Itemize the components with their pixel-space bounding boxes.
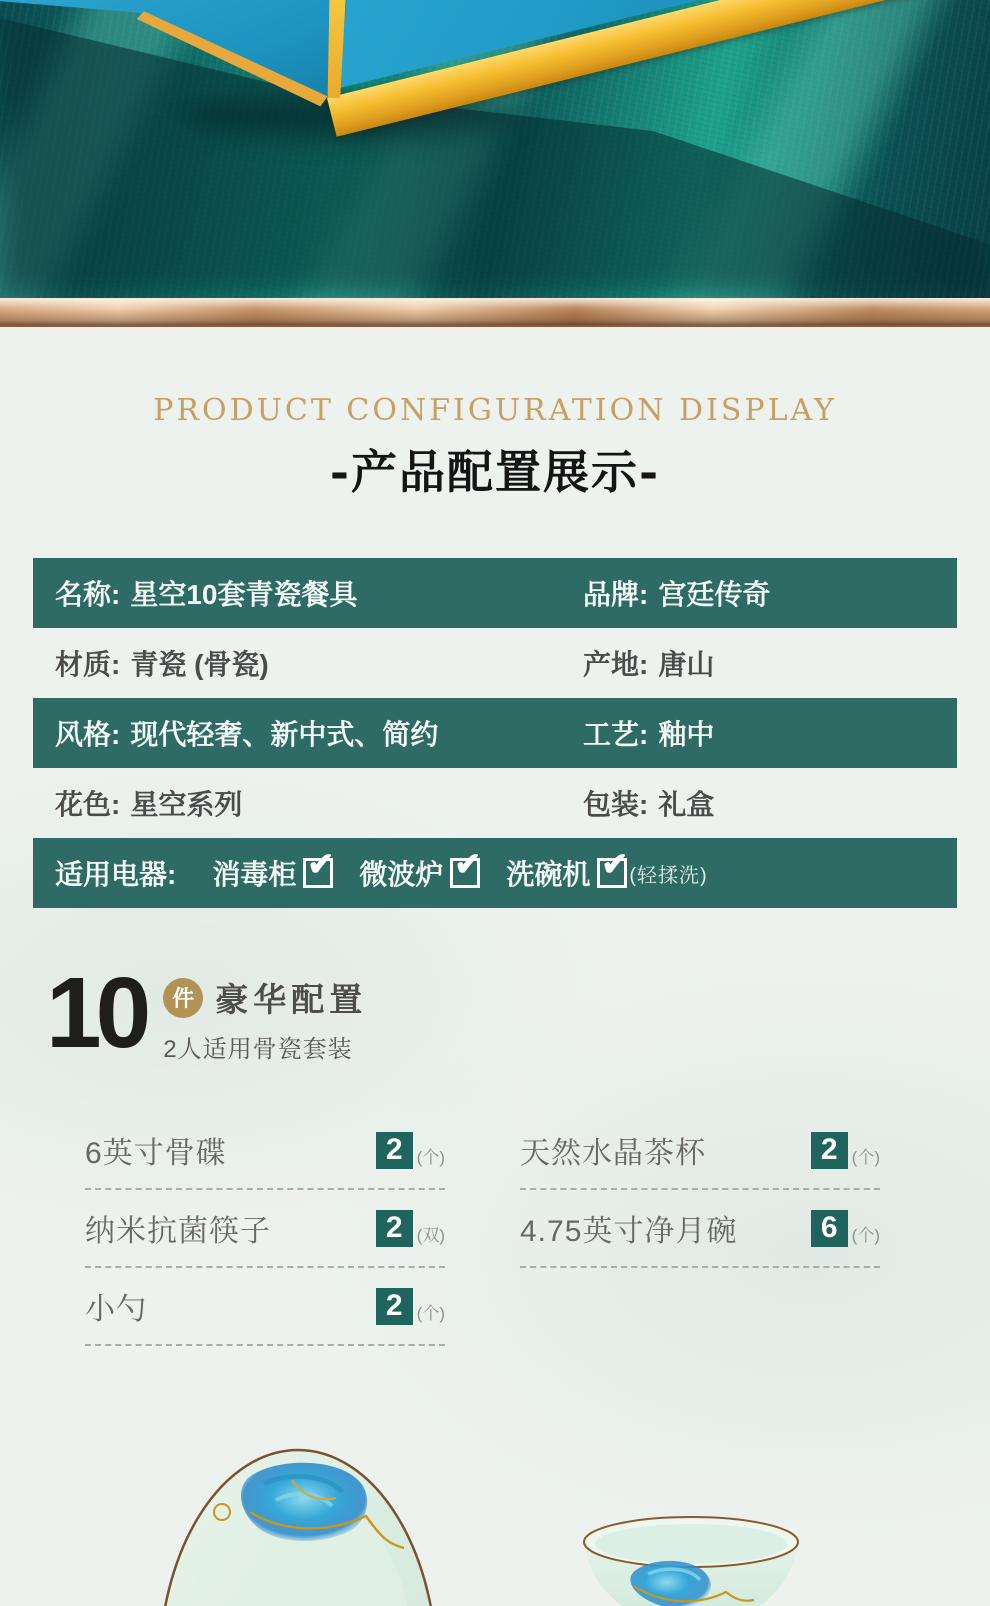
bundle-title: 豪华配置 xyxy=(215,981,368,1018)
spec-cell xyxy=(33,713,503,753)
qty-unit: (个) xyxy=(416,1147,445,1167)
appliance-option-microwave xyxy=(359,846,482,893)
spec-cell xyxy=(33,573,503,613)
spec-cell xyxy=(33,643,503,683)
unit-badge: 件 xyxy=(163,978,203,1018)
qty-unit: (个) xyxy=(416,1303,445,1323)
qty-badge: 2 xyxy=(376,1288,413,1325)
check-icon: ✔ xyxy=(307,846,335,882)
item-column-left xyxy=(85,1112,445,1346)
celadon-plate-photo xyxy=(152,1440,444,1606)
qty-unit: (双) xyxy=(416,1225,445,1245)
checkbox-checked xyxy=(303,846,335,888)
item-qty xyxy=(376,1132,445,1169)
spec-value: 礼盒 xyxy=(658,789,715,820)
spec-value: 现代轻奢、新中式、简约 xyxy=(130,719,439,750)
item-name: 小勺 xyxy=(85,1293,147,1326)
spec-value: 星空10套青瓷餐具 xyxy=(130,579,358,610)
qty-badge: 2 xyxy=(376,1210,413,1247)
spec-label: 包装: xyxy=(583,789,649,820)
qty-badge: 2 xyxy=(376,1132,413,1169)
item-qty xyxy=(376,1210,445,1247)
list-item xyxy=(520,1190,880,1268)
metallic-divider xyxy=(0,298,990,327)
spec-label: 名称: xyxy=(55,579,121,610)
spec-cell xyxy=(503,573,957,613)
appliance-name: 微波炉 xyxy=(359,859,444,890)
spec-row-appliances xyxy=(33,838,957,908)
bundle-text xyxy=(163,972,367,1064)
spec-label: 品牌: xyxy=(583,579,649,610)
spec-value: 唐山 xyxy=(658,649,715,680)
checkbox-checked xyxy=(597,846,629,888)
spec-row-pattern-package xyxy=(33,768,957,838)
spec-label: 工艺: xyxy=(583,719,649,750)
list-item xyxy=(85,1268,445,1346)
spec-table xyxy=(33,558,957,908)
spec-row-name-brand xyxy=(33,558,957,628)
bundle-subtitle: 2人适用骨瓷套装 xyxy=(163,1036,353,1063)
qty-badge: 6 xyxy=(811,1210,848,1247)
check-icon: ✔ xyxy=(601,846,629,882)
spec-label: 产地: xyxy=(583,649,649,680)
item-qty xyxy=(376,1288,445,1325)
list-item xyxy=(85,1190,445,1268)
qty-unit: (个) xyxy=(851,1147,880,1167)
appliance-name: 消毒柜 xyxy=(212,859,297,890)
spec-value: 星空系列 xyxy=(130,789,243,820)
item-qty xyxy=(811,1132,880,1169)
item-name: 4.75英寸净月碗 xyxy=(520,1215,738,1248)
product-gallery xyxy=(0,1424,990,1606)
bundle-title-line xyxy=(163,974,367,1021)
spec-label: 花色: xyxy=(55,789,121,820)
section-title-en: PRODUCT CONFIGURATION DISPLAY xyxy=(153,393,837,428)
checkbox-checked xyxy=(450,846,482,888)
spec-value: 青瓷 (骨瓷) xyxy=(130,649,269,680)
appliances-label: 适用电器: xyxy=(55,859,177,890)
item-name: 6英寸骨碟 xyxy=(85,1137,227,1170)
item-qty xyxy=(811,1210,880,1247)
celadon-bowl-photo xyxy=(578,1512,804,1606)
spec-cell xyxy=(503,713,957,753)
spec-label: 风格: xyxy=(55,719,121,750)
qty-unit: (个) xyxy=(851,1225,880,1245)
list-item xyxy=(520,1112,880,1190)
appliance-option-sterilizer xyxy=(212,846,335,893)
spec-cell xyxy=(503,643,957,683)
appliance-option-dishwasher xyxy=(506,846,629,893)
item-name: 天然水晶茶杯 xyxy=(520,1137,706,1170)
spec-row-style-craft xyxy=(33,698,957,768)
spec-cell xyxy=(503,783,957,823)
appliance-name: 洗碗机 xyxy=(506,859,591,890)
section-title-zh: -产品配置展示- xyxy=(329,445,661,499)
spec-value: 宫廷传奇 xyxy=(658,579,771,610)
hero-photo xyxy=(0,0,990,298)
item-column-right xyxy=(520,1112,880,1346)
item-list xyxy=(85,1112,990,1346)
appliance-note: (轻揉洗) xyxy=(629,864,708,887)
spec-label: 材质: xyxy=(55,649,121,680)
item-name: 纳米抗菌筷子 xyxy=(85,1215,271,1248)
check-icon: ✔ xyxy=(454,846,482,882)
spec-row-material-origin xyxy=(33,628,957,698)
piece-count: 10 xyxy=(46,957,146,1069)
list-item xyxy=(85,1112,445,1190)
spec-value: 釉中 xyxy=(658,719,715,750)
spec-cell xyxy=(33,783,503,823)
bundle-headline xyxy=(46,957,990,1069)
qty-badge: 2 xyxy=(811,1132,848,1169)
